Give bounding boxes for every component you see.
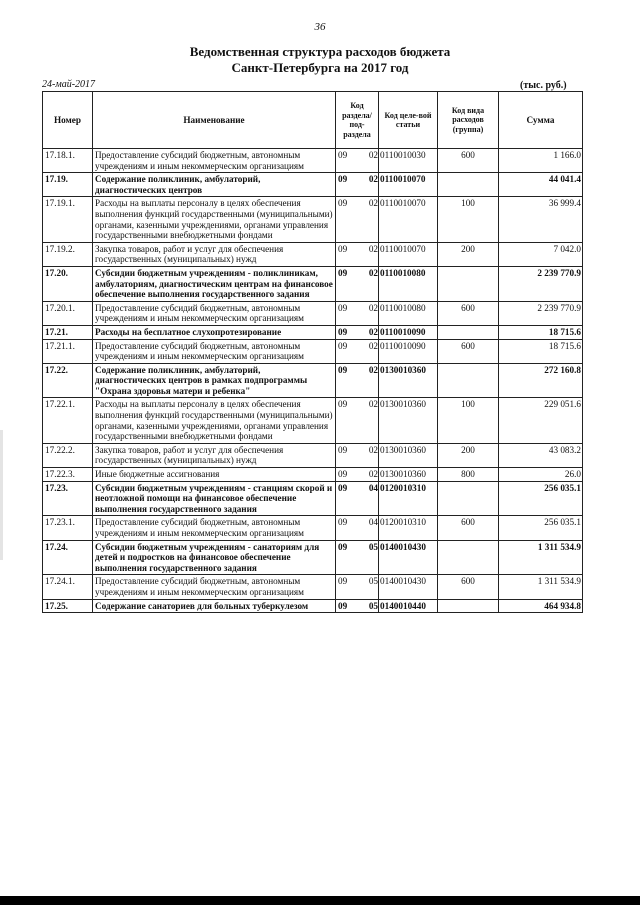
section-code: 09 <box>338 243 348 254</box>
table-row <box>43 266 583 301</box>
table-row <box>43 481 583 516</box>
row-name: Субсидии бюджетным учреждениям - станциям скорой и неотложной помощи на финансовое обеспечение выполнения государственного задания <box>93 481 336 516</box>
row-sum: 256 035.1 <box>499 516 583 540</box>
header-expense-type: Код вида расходов (группа) <box>438 92 499 149</box>
section-code: 09 <box>338 576 348 587</box>
row-target-code: 0110010070 <box>379 242 438 266</box>
section-code: 09 <box>338 267 348 278</box>
row-section-code <box>336 481 379 516</box>
row-section-code <box>336 398 379 443</box>
row-number: 17.22. <box>43 363 93 398</box>
row-section-code <box>336 599 379 613</box>
section-code: 09 <box>338 150 348 160</box>
table-row <box>43 149 583 173</box>
row-target-code: 0110010030 <box>379 149 438 173</box>
section-code: 09 <box>338 444 348 455</box>
header-number: Номер <box>43 92 93 149</box>
row-target-code: 0130010360 <box>379 398 438 443</box>
row-target-code: 0130010360 <box>379 363 438 398</box>
page-number: 36 <box>314 21 326 33</box>
row-sum: 44 041.4 <box>499 173 583 197</box>
row-sum: 1 311 534.9 <box>499 540 583 575</box>
row-section-code <box>336 197 379 242</box>
subsection-code: 02 <box>368 444 378 455</box>
row-target-code: 0120010310 <box>379 481 438 516</box>
table-row <box>43 339 583 363</box>
row-number: 17.25. <box>43 599 93 613</box>
row-name: Содержание поликлиник, амбулаторий, диагностических центров <box>93 173 336 197</box>
row-name: Иные бюджетные ассигнования <box>93 468 336 482</box>
row-expense-type <box>438 173 499 197</box>
row-expense-type <box>438 599 499 613</box>
subsection-code: 02 <box>368 326 378 337</box>
row-section-code <box>336 516 379 540</box>
row-number: 17.19.1. <box>43 197 93 242</box>
table-row <box>43 173 583 197</box>
row-section-code <box>336 242 379 266</box>
subsection-code: 02 <box>368 150 378 160</box>
table-row <box>43 197 583 242</box>
row-target-code: 0110010090 <box>379 325 438 339</box>
subsection-code: 02 <box>368 364 378 375</box>
subsection-code: 02 <box>368 469 378 480</box>
row-number: 17.19.2. <box>43 242 93 266</box>
section-code: 09 <box>338 399 348 410</box>
row-sum: 18 715.6 <box>499 339 583 363</box>
row-number: 17.22.2. <box>43 443 93 467</box>
row-name: Предоставление субсидий бюджетным, автономным учреждениям и иным некоммерческим организациям <box>93 149 336 173</box>
row-name: Расходы на выплаты персоналу в целях обеспечения выполнения функций государственными (муниципальными) органами, казенными учреждениями, органами управления государственными внебюджетными фондами <box>93 197 336 242</box>
section-code: 09 <box>338 198 348 209</box>
budget-table <box>42 91 583 613</box>
row-section-code <box>336 301 379 325</box>
row-sum: 229 051.6 <box>499 398 583 443</box>
header-sum: Сумма <box>499 92 583 149</box>
row-section-code <box>336 149 379 173</box>
subsection-code: 02 <box>368 399 378 410</box>
row-section-code <box>336 173 379 197</box>
row-target-code: 0140010430 <box>379 540 438 575</box>
row-section-code <box>336 443 379 467</box>
row-expense-type <box>438 266 499 301</box>
row-expense-type: 800 <box>438 468 499 482</box>
table-header <box>43 92 583 149</box>
row-target-code: 0120010310 <box>379 516 438 540</box>
subsection-code: 04 <box>368 517 378 528</box>
row-target-code: 0110010070 <box>379 173 438 197</box>
row-expense-type: 200 <box>438 242 499 266</box>
subsection-code: 02 <box>368 340 378 351</box>
row-target-code: 0110010080 <box>379 266 438 301</box>
row-number: 17.23. <box>43 481 93 516</box>
row-expense-type: 200 <box>438 443 499 467</box>
section-code: 09 <box>338 174 348 185</box>
table-row <box>43 468 583 482</box>
subsection-code: 04 <box>368 482 378 493</box>
table-row <box>43 540 583 575</box>
row-target-code: 0110010090 <box>379 339 438 363</box>
row-number: 17.21.1. <box>43 339 93 363</box>
row-sum: 272 160.8 <box>499 363 583 398</box>
row-sum: 464 934.8 <box>499 599 583 613</box>
row-sum: 26.0 <box>499 468 583 482</box>
table-row <box>43 398 583 443</box>
row-name: Закупка товаров, работ и услуг для обеспечения государственных (муниципальных) нужд <box>93 242 336 266</box>
row-expense-type <box>438 540 499 575</box>
row-name: Предоставление субсидий бюджетным, автономным учреждениям и иным некоммерческим организациям <box>93 339 336 363</box>
row-name: Субсидии бюджетным учреждениям - санаториям для детей и подростков на финансовое обеспечение выполнения государственного задания <box>93 540 336 575</box>
section-code: 09 <box>338 482 348 493</box>
scan-bottom-bar <box>0 896 640 905</box>
row-sum: 43 083.2 <box>499 443 583 467</box>
subsection-code: 05 <box>368 541 378 552</box>
row-section-code <box>336 363 379 398</box>
section-code: 09 <box>338 600 348 611</box>
section-code: 09 <box>338 340 348 351</box>
section-code: 09 <box>338 469 348 480</box>
row-section-code <box>336 266 379 301</box>
row-name: Расходы на бесплатное слухопротезирование <box>93 325 336 339</box>
row-section-code <box>336 468 379 482</box>
table-row <box>43 575 583 599</box>
row-name: Закупка товаров, работ и услуг для обеспечения государственных (муниципальных) нужд <box>93 443 336 467</box>
row-target-code: 0140010440 <box>379 599 438 613</box>
subsection-code: 02 <box>368 243 378 254</box>
table-row <box>43 301 583 325</box>
row-sum: 2 239 770.9 <box>499 301 583 325</box>
section-code: 09 <box>338 326 348 337</box>
section-code: 09 <box>338 541 348 552</box>
table-row <box>43 443 583 467</box>
section-code: 09 <box>338 517 348 528</box>
row-expense-type: 100 <box>438 197 499 242</box>
row-name: Предоставление субсидий бюджетным, автономным учреждениям и иным некоммерческим организациям <box>93 516 336 540</box>
row-expense-type <box>438 481 499 516</box>
title-line-1: Ведомственная структура расходов бюджета <box>189 44 451 59</box>
row-target-code: 0110010070 <box>379 197 438 242</box>
row-section-code <box>336 325 379 339</box>
row-sum: 18 715.6 <box>499 325 583 339</box>
table-row <box>43 325 583 339</box>
row-number: 17.21. <box>43 325 93 339</box>
row-name: Субсидии бюджетным учреждениям - поликлиникам, амбулаториям, диагностическим центрам на финансовое обеспечение выполнения государственного задания <box>93 266 336 301</box>
subsection-code: 05 <box>368 600 378 611</box>
header-target: Код целе-вой статьи <box>379 92 438 149</box>
table-row <box>43 599 583 613</box>
row-sum: 7 042.0 <box>499 242 583 266</box>
row-number: 17.24.1. <box>43 575 93 599</box>
document-date: 24-май-2017 <box>42 79 96 90</box>
row-number: 17.18.1. <box>43 149 93 173</box>
section-code: 09 <box>338 364 348 375</box>
row-expense-type: 600 <box>438 575 499 599</box>
scan-edge-mark <box>0 430 3 560</box>
header-name: Наименование <box>93 92 336 149</box>
table-row <box>43 363 583 398</box>
row-expense-type <box>438 325 499 339</box>
row-section-code <box>336 540 379 575</box>
table-body <box>43 149 583 613</box>
row-number: 17.20. <box>43 266 93 301</box>
title-line-2: Санкт-Петербурга на 2017 год <box>231 60 409 75</box>
row-sum: 1 166.0 <box>499 149 583 173</box>
row-number: 17.22.1. <box>43 398 93 443</box>
row-sum: 36 999.4 <box>499 197 583 242</box>
row-sum: 1 311 534.9 <box>499 575 583 599</box>
section-code: 09 <box>338 302 348 313</box>
document-title <box>0 44 640 76</box>
header-section: Код раздела/ под-раздела <box>336 92 379 149</box>
row-name: Содержание санаториев для больных туберкулезом <box>93 599 336 613</box>
row-name: Содержание поликлиник, амбулаторий, диагностических центров в рамках подпрограммы "Охрана здоровья матери и ребенка" <box>93 363 336 398</box>
row-sum: 2 239 770.9 <box>499 266 583 301</box>
row-target-code: 0140010430 <box>379 575 438 599</box>
table-row <box>43 516 583 540</box>
row-number: 17.22.3. <box>43 468 93 482</box>
units-label: (тыс. руб.) <box>520 80 567 91</box>
row-target-code: 0130010360 <box>379 443 438 467</box>
row-expense-type: 600 <box>438 149 499 173</box>
subsection-code: 02 <box>368 198 378 209</box>
row-section-code <box>336 339 379 363</box>
subsection-code: 02 <box>368 267 378 278</box>
row-expense-type <box>438 363 499 398</box>
row-number: 17.23.1. <box>43 516 93 540</box>
row-expense-type: 600 <box>438 516 499 540</box>
row-name: Расходы на выплаты персоналу в целях обеспечения выполнения функций государственными (муниципальными) органами, казенными учреждениями, органами управления государственными внебюджетными фондами <box>93 398 336 443</box>
row-expense-type: 600 <box>438 301 499 325</box>
row-number: 17.19. <box>43 173 93 197</box>
row-number: 17.24. <box>43 540 93 575</box>
row-target-code: 0110010080 <box>379 301 438 325</box>
subsection-code: 02 <box>368 174 378 185</box>
row-expense-type: 600 <box>438 339 499 363</box>
row-sum: 256 035.1 <box>499 481 583 516</box>
row-number: 17.20.1. <box>43 301 93 325</box>
row-name: Предоставление субсидий бюджетным, автономным учреждениям и иным некоммерческим организациям <box>93 301 336 325</box>
row-target-code: 0130010360 <box>379 468 438 482</box>
subsection-code: 05 <box>368 576 378 587</box>
table-row <box>43 242 583 266</box>
subsection-code: 02 <box>368 302 378 313</box>
row-name: Предоставление субсидий бюджетным, автономным учреждениям и иным некоммерческим организациям <box>93 575 336 599</box>
row-section-code <box>336 575 379 599</box>
row-expense-type: 100 <box>438 398 499 443</box>
